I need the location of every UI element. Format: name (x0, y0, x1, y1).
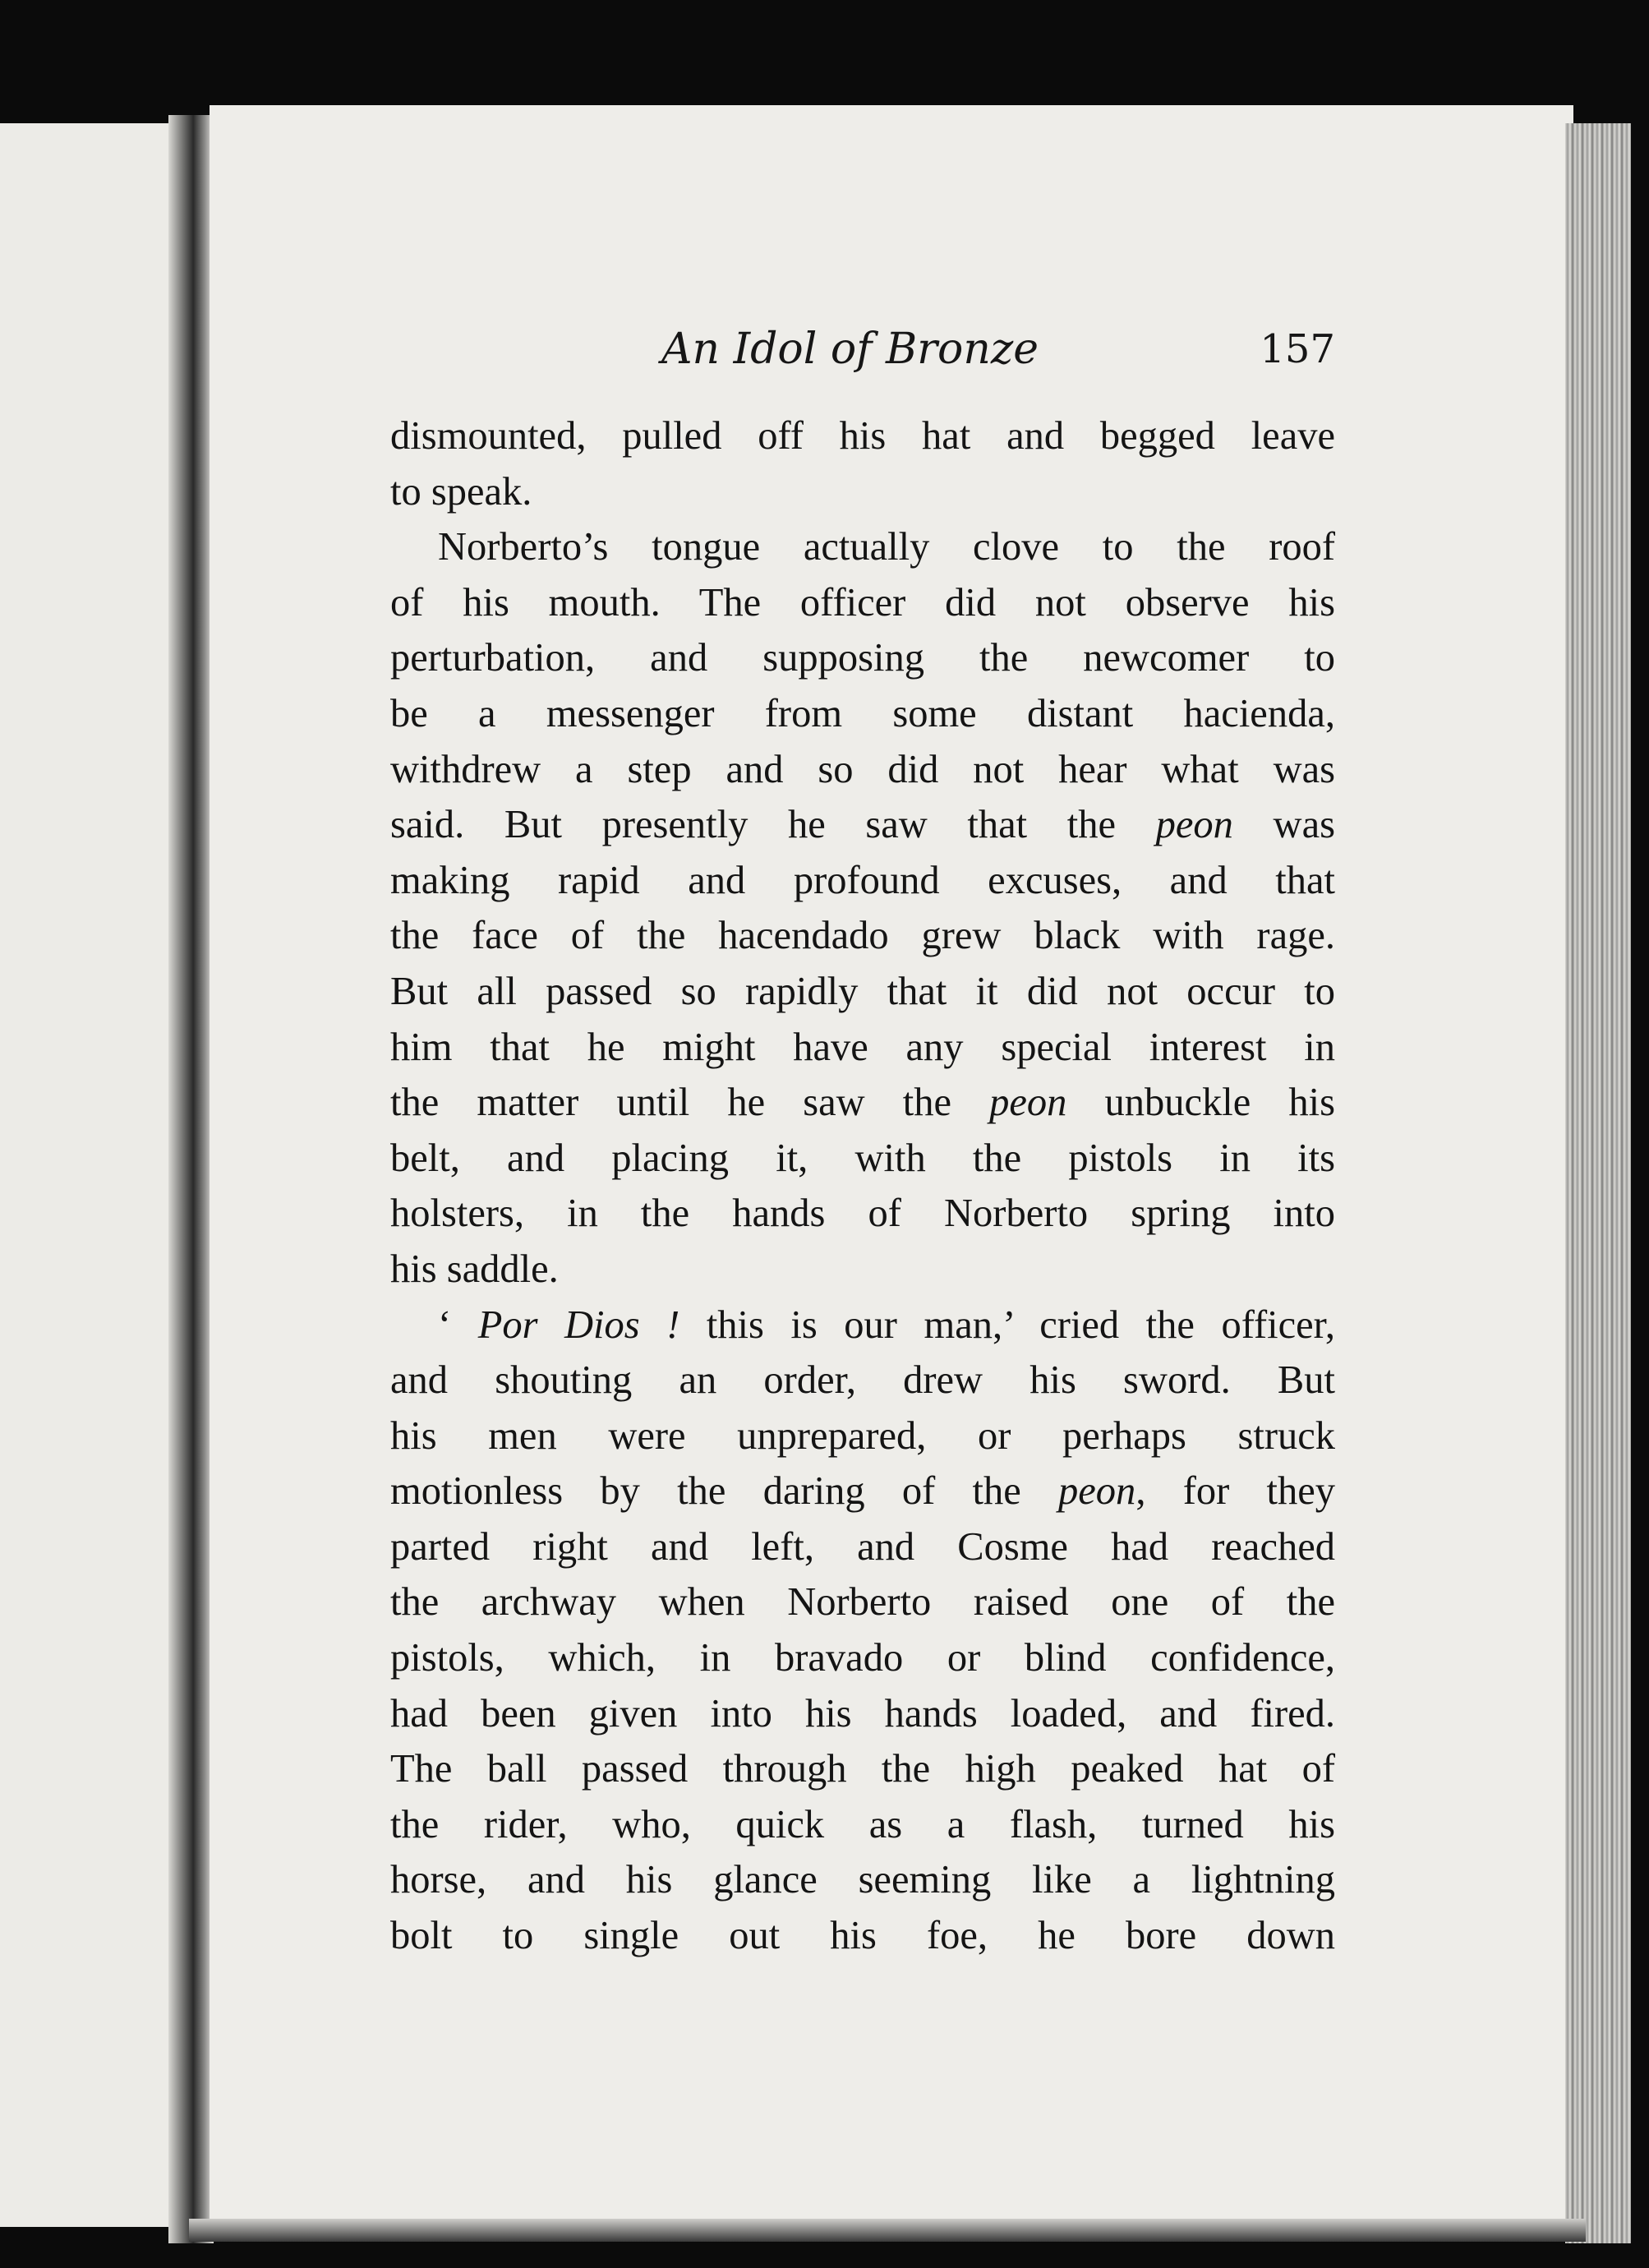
page-bottom-edge (189, 2219, 1586, 2242)
text-line: to speak. (390, 469, 532, 514)
page-header (390, 325, 1335, 390)
text-line: ‘ Por Dios ! this is our man,’ cried the officer, (438, 1302, 1335, 1347)
text-line: holsters, in the hands of Norberto spring into (390, 1192, 1335, 1236)
text-line: the face of the hacendado grew black with rage. (390, 914, 1335, 958)
text-line: motionless by the daring of the peon, for they (390, 1469, 1336, 1514)
running-title: An Idol of Bronze (661, 325, 1039, 374)
book-gutter (168, 115, 214, 2243)
text-line: parted right and left, and Cosme had reached (390, 1524, 1335, 1569)
previous-page-margin (0, 123, 189, 2227)
text-line: horse, and his glance seeming like a lightning (390, 1858, 1335, 1902)
text-line: pistols, which, in bravado or blind confidence, (390, 1636, 1335, 1680)
text-line: belt, and placing it, with the pistols in its (390, 1136, 1335, 1180)
text-line: his saddle. (390, 1247, 559, 1291)
text-line: The ball passed through the high peaked hat of (390, 1747, 1335, 1791)
text-line: Norberto’s tongue actually clove to the roof (438, 525, 1335, 569)
text-line: said. But presently he saw that the peon was (390, 803, 1335, 847)
text-line: his men were unprepared, or perhaps struck (390, 1413, 1335, 1458)
page-number: 157 (1260, 326, 1335, 372)
text-line: dismounted, pulled off his hat and begged leave (390, 414, 1335, 458)
text-line: of his mouth. The officer did not observe his (390, 580, 1335, 625)
page-edges (1565, 123, 1631, 2243)
text-line: be a messenger from some distant hacienda, (390, 691, 1335, 735)
text-line: withdrew a step and so did not hear what was (390, 747, 1335, 791)
text-line: the archway when Norberto raised one of the (390, 1580, 1335, 1625)
text-line: bolt to single out his foe, he bore down (390, 1914, 1335, 1958)
text-line: the rider, who, quick as a flash, turned his (390, 1802, 1335, 1846)
body-text (390, 408, 1335, 1964)
text-line: perturbation, and supposing the newcomer to (390, 636, 1335, 680)
text-line: and shouting an order, drew his sword. But (390, 1358, 1335, 1403)
text-line: But all passed so rapidly that it did not occur to (390, 969, 1335, 1013)
text-line: had been given into his hands loaded, and fired. (390, 1691, 1335, 1736)
text-line: the matter until he saw the peon unbuckle his (390, 1081, 1335, 1125)
text-line: making rapid and profound excuses, and that (390, 858, 1335, 902)
text-line: him that he might have any special interest in (390, 1025, 1335, 1069)
